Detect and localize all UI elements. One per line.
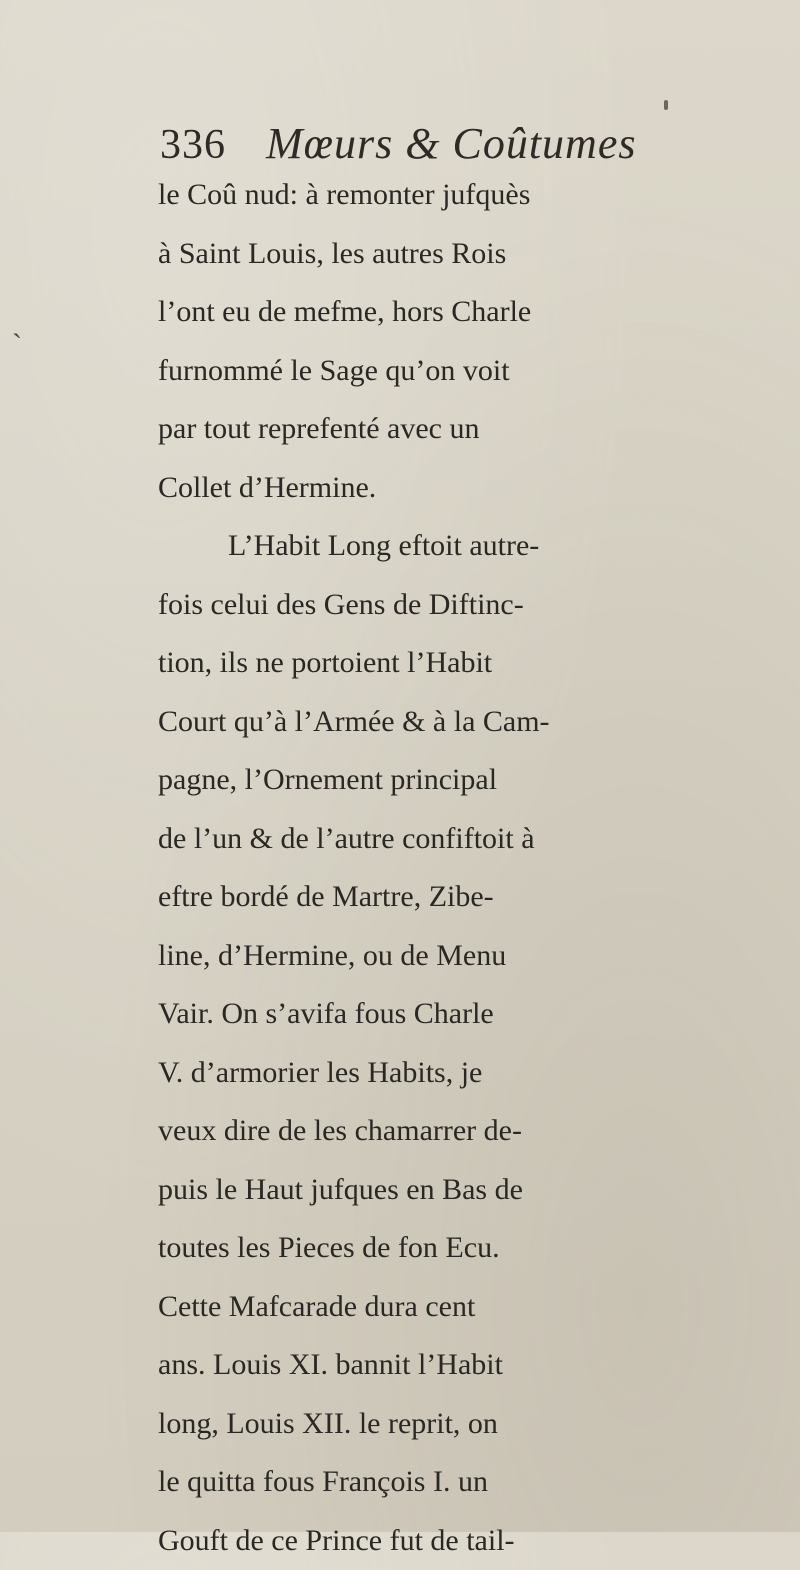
text-line: V. d’armorier les Habits, je [158,1044,798,1103]
text-line: Court qu’à l’Armée & à la Cam- [158,693,798,752]
text-line: fois celui des Gens de Diftinc- [158,576,798,635]
page-number: 336 [160,121,226,169]
text-line: line, d’Hermine, ou de Menu [158,927,798,986]
text-line: de l’un & de l’autre confiftoit à [158,810,798,869]
text-line: le Coû nud: à remonter jufquès [158,166,798,225]
text-line: long, Louis XII. le reprit, on [158,1395,798,1454]
text-line: Vair. On s’avifa fous Charle [158,985,798,1044]
text-line: veux dire de les chamarrer de- [158,1102,798,1161]
body-text [158,166,798,1570]
text-line: eftre bordé de Martre, Zibe- [158,868,798,927]
running-head [160,118,636,168]
text-line: puis le Haut jufques en Bas de [158,1161,798,1220]
text-line: Collet d’Hermine. [158,459,798,518]
text-line: pagne, l’Ornement principal [158,751,798,810]
text-line: Cette Mafcarade dura cent [158,1278,798,1337]
text-line: le quitta fous François I. un [158,1453,798,1512]
paragraph-start-line: L’Habit Long eftoit autre- [158,517,798,576]
text-line: à Saint Louis, les autres Rois [158,225,798,284]
text-line: l’ont eu de mefme, hors Charle [158,283,798,342]
text-line: par tout reprefenté avec un [158,400,798,459]
text-line: toutes les Pieces de fon Ecu. [158,1219,798,1278]
margin-mark: ` [12,328,22,362]
running-head-title: Mœurs & Coûtumes [266,118,636,169]
ink-speck [664,100,668,110]
text-line: Gouft de ce Prince fut de tail- [158,1512,798,1570]
text-line: ans. Louis XI. bannit l’Habit [158,1336,798,1395]
text-line: furnommé le Sage qu’on voit [158,342,798,401]
text-line: tion, ils ne portoient l’Habit [158,634,798,693]
